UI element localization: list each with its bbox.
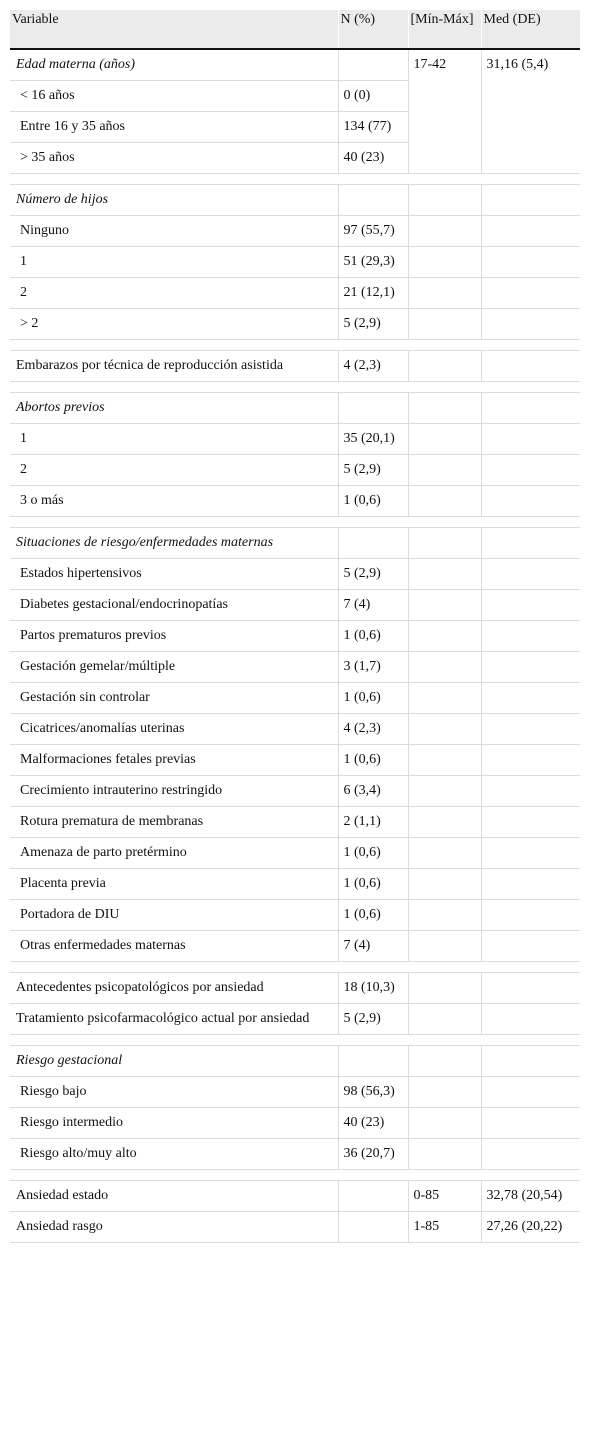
table-row: < 16 años 0 (0) xyxy=(10,81,580,112)
table-row: Cicatrices/anomalías uterinas 4 (2,3) xyxy=(10,714,580,745)
table-row: > 2 5 (2,9) xyxy=(10,309,580,340)
spacer-row xyxy=(10,340,580,351)
header-variable: Variable xyxy=(10,10,338,49)
median-cell: 31,16 (5,4) xyxy=(481,49,580,174)
range-cell: 17-42 xyxy=(408,49,481,174)
header-range: [Mín-Máx] xyxy=(408,10,481,49)
data-table xyxy=(10,10,580,1243)
table-row: Ninguno 97 (55,7) xyxy=(10,216,580,247)
table-row: Rotura prematura de membranas 2 (1,1) xyxy=(10,807,580,838)
table-row: Ansiedad rasgo 1-85 27,26 (20,22) xyxy=(10,1212,580,1243)
table-row: Malformaciones fetales previas 1 (0,6) xyxy=(10,745,580,776)
table-row: Riesgo intermedio 40 (23) xyxy=(10,1108,580,1139)
group-row-riesgo-gestacional xyxy=(10,1046,580,1077)
spacer-row xyxy=(10,1170,580,1181)
table-row: Ansiedad estado 0-85 32,78 (20,54) xyxy=(10,1181,580,1212)
group-row-riesgos xyxy=(10,528,580,559)
header-n: N (%) xyxy=(338,10,408,49)
spacer-row xyxy=(10,962,580,973)
group-label: Abortos previos xyxy=(10,393,338,424)
group-label: Riesgo gestacional xyxy=(10,1046,338,1077)
table-row: Gestación gemelar/múltiple 3 (1,7) xyxy=(10,652,580,683)
group-row-abortos xyxy=(10,393,580,424)
group-label: Situaciones de riesgo/enfermedades maternas xyxy=(10,528,338,559)
group-label: Número de hijos xyxy=(10,185,338,216)
header-row xyxy=(10,10,580,49)
table-row: Entre 16 y 35 años 134 (77) xyxy=(10,112,580,143)
spacer-row xyxy=(10,517,580,528)
spacer-row xyxy=(10,174,580,185)
table-row: 1 35 (20,1) xyxy=(10,424,580,455)
table-row: 3 o más 1 (0,6) xyxy=(10,486,580,517)
table-row: Placenta previa 1 (0,6) xyxy=(10,869,580,900)
group-row-edad xyxy=(10,49,580,81)
table-row: 2 21 (12,1) xyxy=(10,278,580,309)
table-row: Crecimiento intrauterino restringido 6 (3,4) xyxy=(10,776,580,807)
group-row-hijos xyxy=(10,185,580,216)
spacer-row xyxy=(10,1035,580,1046)
table-row: Portadora de DIU 1 (0,6) xyxy=(10,900,580,931)
table-row: Riesgo alto/muy alto 36 (20,7) xyxy=(10,1139,580,1170)
header-median: Med (DE) xyxy=(481,10,580,49)
group-label: Edad materna (años) xyxy=(10,49,338,81)
table-row: Otras enfermedades maternas 7 (4) xyxy=(10,931,580,962)
table-row: Antecedentes psicopatológicos por ansiedad 18 (10,3) xyxy=(10,973,580,1004)
table-row: Riesgo bajo 98 (56,3) xyxy=(10,1077,580,1108)
table-row: Diabetes gestacional/endocrinopatías 7 (4) xyxy=(10,590,580,621)
table-row: Estados hipertensivos 5 (2,9) xyxy=(10,559,580,590)
table-row: Tratamiento psicofarmacológico actual por ansiedad 5 (2,9) xyxy=(10,1004,580,1035)
table-row: Amenaza de parto pretérmino 1 (0,6) xyxy=(10,838,580,869)
table-row: 2 5 (2,9) xyxy=(10,455,580,486)
table-row: 1 51 (29,3) xyxy=(10,247,580,278)
table-row: Gestación sin controlar 1 (0,6) xyxy=(10,683,580,714)
table-row: Partos prematuros previos 1 (0,6) xyxy=(10,621,580,652)
table-row: Embarazos por técnica de reproducción asistida 4 (2,3) xyxy=(10,351,580,382)
table-row: > 35 años 40 (23) xyxy=(10,143,580,174)
spacer-row xyxy=(10,382,580,393)
